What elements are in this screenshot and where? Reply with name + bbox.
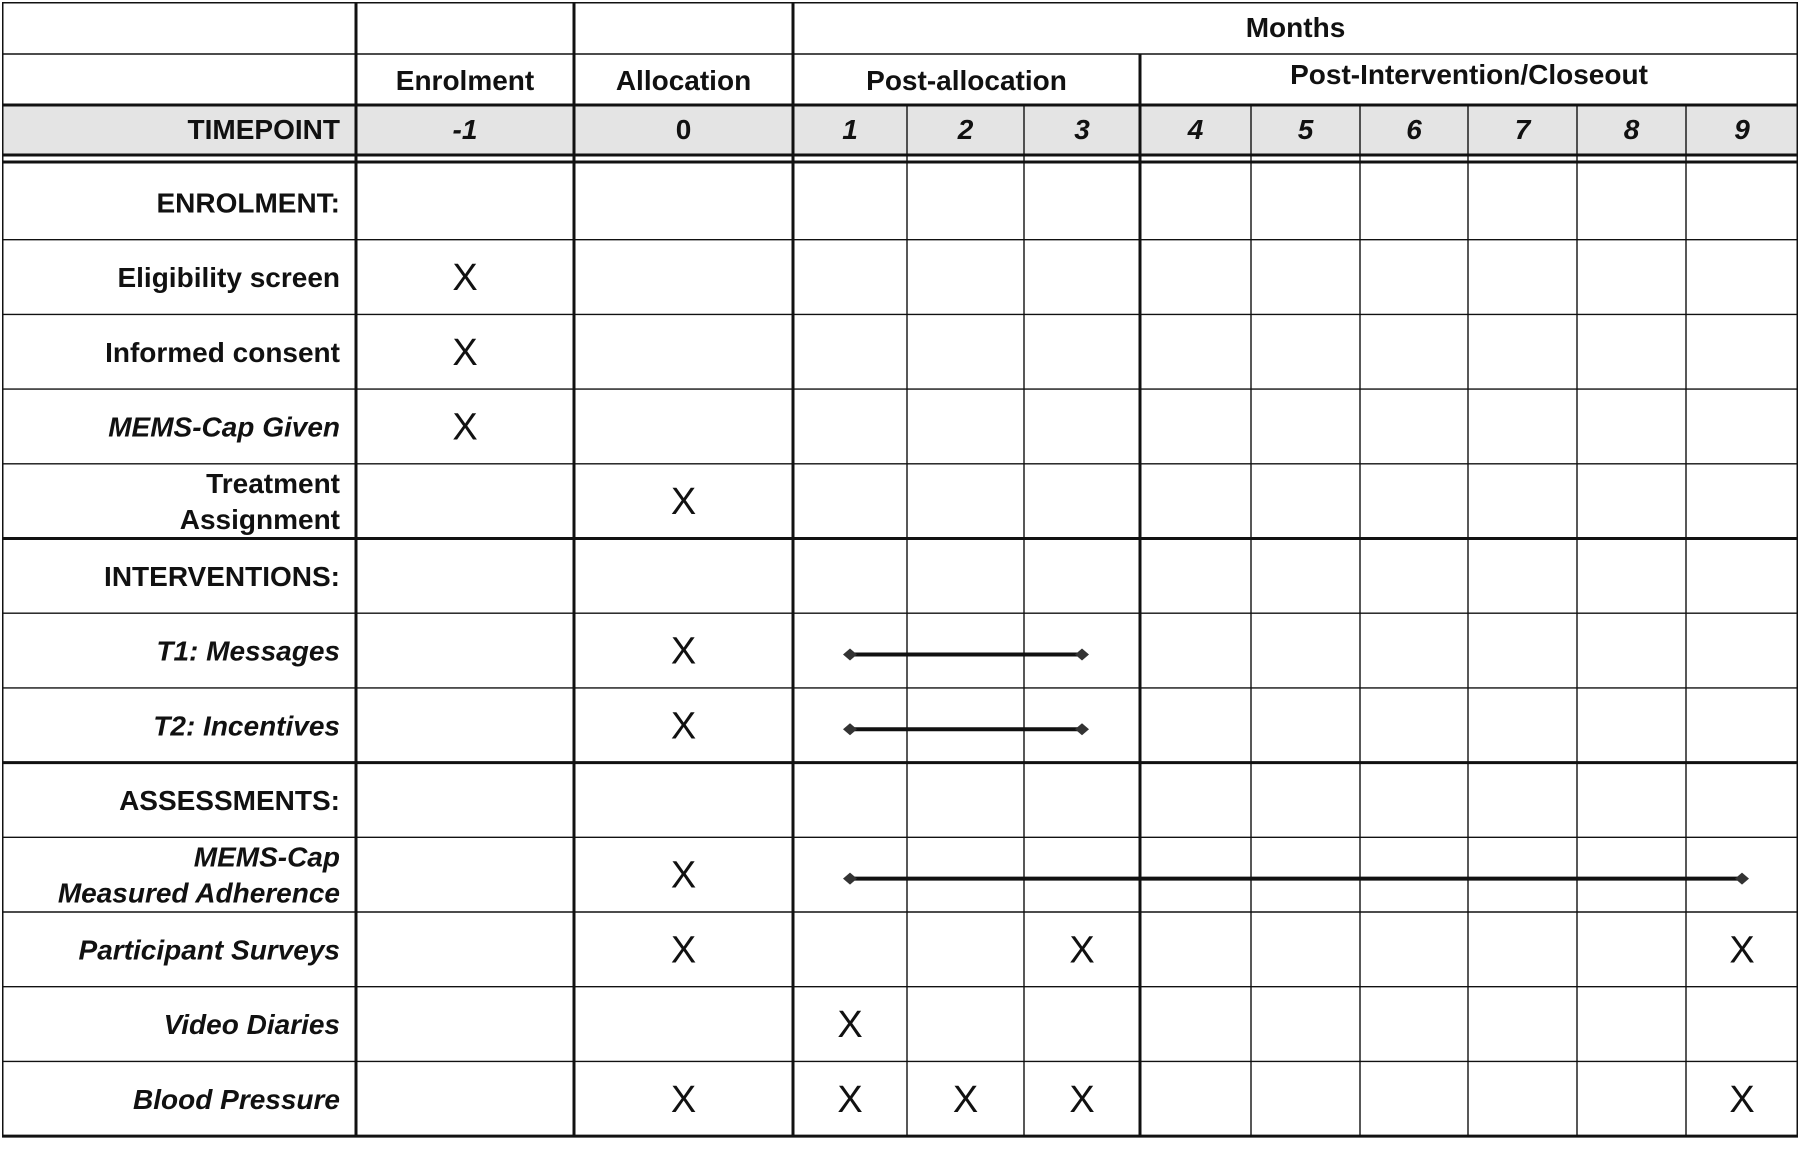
duration-bar-endpoint <box>843 873 857 885</box>
row-label: Blood Pressure <box>133 1083 340 1115</box>
schedule-mark: X <box>670 929 697 972</box>
group-header-post_intervention: Post-Intervention/Closeout <box>1290 59 1648 90</box>
schedule-mark: X <box>670 705 697 748</box>
schedule-mark: X <box>670 481 697 524</box>
schedule-mark: X <box>1729 929 1755 972</box>
row-label: Eligibility screen <box>117 262 340 294</box>
timepoint-9: 9 <box>1734 114 1750 145</box>
group-header-enrolment: Enrolment <box>395 65 535 96</box>
schedule-mark: X <box>837 1004 863 1047</box>
schedule-mark: X <box>1069 1078 1095 1121</box>
row-label: MEMS-Cap Given <box>108 411 340 443</box>
duration-bars <box>843 649 1749 885</box>
section-title: ENROLMENT: <box>156 187 340 219</box>
section-title: ASSESSMENTS: <box>119 784 340 816</box>
row-label: T1: Messages <box>156 635 340 667</box>
duration-bar-endpoint <box>1075 723 1089 735</box>
table-text <box>58 12 1755 1121</box>
row-label: Assignment <box>179 504 340 536</box>
schedule-mark: X <box>670 854 697 897</box>
section-title: INTERVENTIONS: <box>104 560 340 592</box>
timepoint-1: 1 <box>842 114 858 145</box>
row-label: Treatment <box>206 468 340 500</box>
duration-bar-endpoint <box>1735 873 1749 885</box>
row-label: Informed consent <box>105 336 340 368</box>
group-header-post_allocation: Post-allocation <box>866 65 1067 96</box>
timepoint-2: 2 <box>957 114 974 145</box>
schedule-mark: X <box>670 630 697 673</box>
timepoint-label: TIMEPOINT <box>187 114 340 145</box>
timepoint-3: 3 <box>1074 114 1090 145</box>
duration-bar-endpoint <box>843 723 857 735</box>
timepoint-6: 6 <box>1406 114 1422 145</box>
row-label: Measured Adherence <box>57 877 340 909</box>
row-label: Video Diaries <box>163 1009 340 1041</box>
group-header-allocation: Allocation <box>615 65 752 96</box>
row-label: T2: Incentives <box>153 710 340 742</box>
schedule-mark: X <box>670 1078 697 1121</box>
schedule-mark: X <box>837 1078 863 1121</box>
timepoint-5: 5 <box>1297 114 1314 145</box>
timepoint-4: 4 <box>1187 114 1204 145</box>
schedule-mark: X <box>952 1078 979 1121</box>
schedule-mark: X <box>1729 1078 1755 1121</box>
timepoint-8: 8 <box>1623 114 1640 145</box>
row-label: MEMS-Cap <box>193 841 340 873</box>
timepoint-7: 7 <box>1514 114 1531 145</box>
schedule-mark: X <box>1069 929 1095 972</box>
timepoint-0: 0 <box>675 114 692 145</box>
duration-bar-endpoint <box>1075 649 1089 661</box>
spirit-schedule-table <box>2 2 1798 1152</box>
timepoint--1: -1 <box>452 114 478 145</box>
schedule-mark: X <box>452 406 478 449</box>
duration-bar-endpoint <box>843 649 857 661</box>
schedule-mark: X <box>452 331 478 374</box>
schedule-mark: X <box>452 257 478 300</box>
months-header: Months <box>1245 12 1346 43</box>
row-label: Participant Surveys <box>78 934 340 966</box>
